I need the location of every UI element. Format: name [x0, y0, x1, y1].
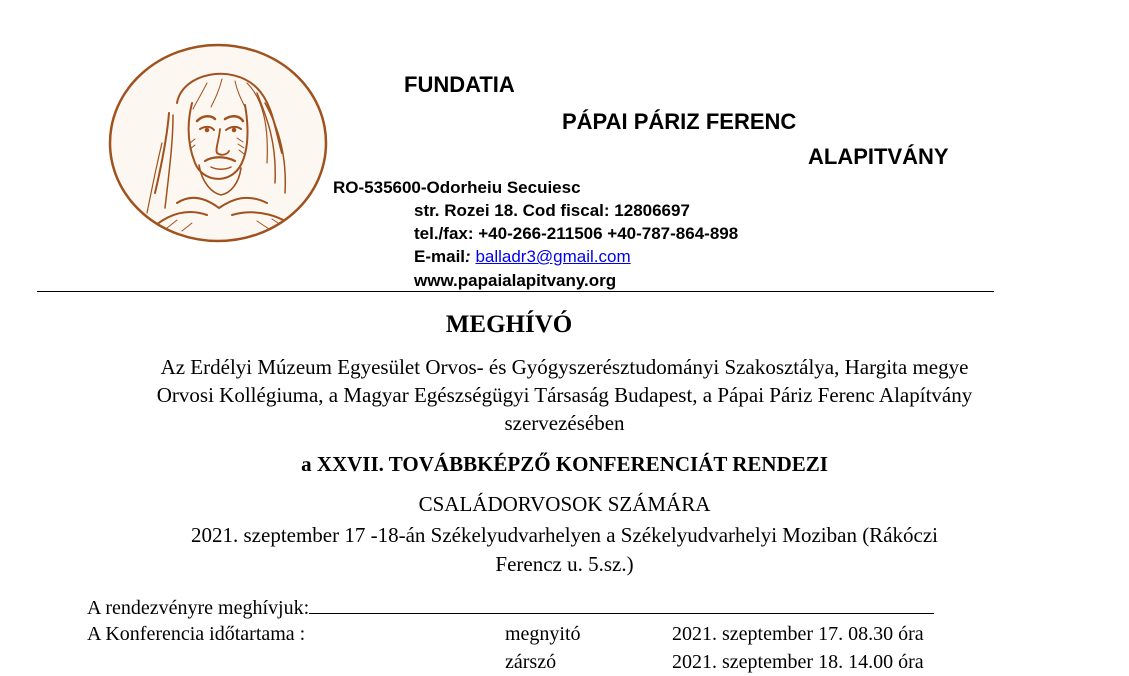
- date-venue-line-2: Ferencz u. 5.sz.): [495, 552, 634, 576]
- header-fundatia: FUNDATIA: [404, 72, 515, 97]
- invitation-title: MEGHÍVÓ: [445, 311, 573, 338]
- schedule-datetime-opening: 2021. szeptember 17. 08.30 óra: [672, 623, 924, 645]
- email-link[interactable]: balladr3@gmail.com: [475, 247, 631, 266]
- invitee-label: A rendezvényre meghívjuk:: [87, 597, 310, 619]
- address-email-row: [414, 247, 631, 267]
- invitee-blank-line: [309, 595, 934, 614]
- invitee-row: [87, 595, 934, 620]
- address-street-fiscal: str. Rozei 18. Cod fiscal: 12806697: [414, 201, 690, 220]
- website-text: www.papaialapitvany.org: [414, 271, 617, 290]
- header-alapitvany: ALAPITVÁNY: [808, 144, 949, 169]
- email-label: E-mail: [414, 247, 466, 266]
- audience-line: CSALÁDORVOSOK SZÁMÁRA: [418, 492, 711, 516]
- organizers-line-3: szervezésében: [504, 411, 625, 435]
- header-divider: [37, 291, 994, 292]
- schedule-datetime-closing: 2021. szeptember 18. 14.00 óra: [672, 651, 924, 673]
- address-phone-fax: tel./fax: +40-266-211506 +40-787-864-898: [414, 224, 739, 243]
- email-colon: :: [465, 247, 471, 266]
- schedule-event-closing: zárszó: [505, 651, 557, 673]
- duration-label: A Konferencia időtartama :: [87, 623, 306, 645]
- conference-subtitle: a XXVII. TOVÁBBKÉPZŐ KONFERENCIÁT RENDEZI: [301, 452, 828, 476]
- foundation-portrait-logo: [107, 43, 329, 243]
- organizers-line-2: Orvosi Kollégiuma, a Magyar Egészségügyi Társaság Budapest, a Pápai Páriz Ferenc Alapítvány: [156, 383, 973, 407]
- organizers-line-1: Az Erdélyi Múzeum Egyesület Orvos- és Gyógyszerésztudományi Szakosztálya, Hargita megye: [160, 355, 969, 379]
- date-venue-line-1: 2021. szeptember 17 -18-án Székelyudvarhelyen a Székelyudvarhelyi Moziban (Rákóczi: [191, 523, 938, 547]
- address-city: RO-535600-Odorheiu Secuiesc: [333, 178, 581, 197]
- header-foundation-name: PÁPAI PÁRIZ FERENC: [562, 109, 797, 134]
- schedule-event-opening: megnyitó: [505, 623, 581, 645]
